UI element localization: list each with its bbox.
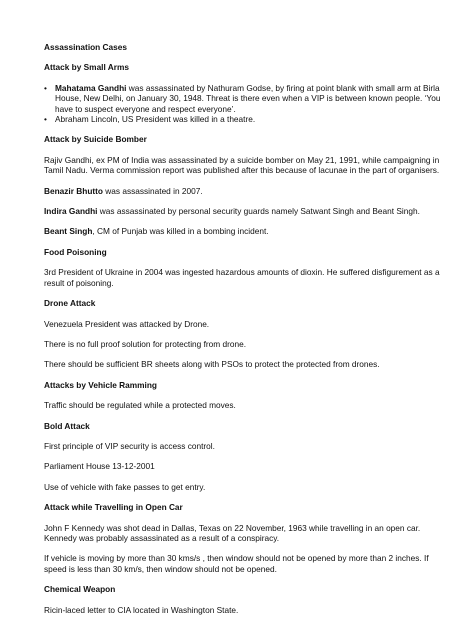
list-item-text: was assassinated by Nathuram Godse, by firing at point blank with small arm at Birla House, New Delhi, on January 30, 1948. Threat is there even when a VIP is between known people. ‘You have to suspect everyone and respect everyone’. bbox=[55, 82, 441, 114]
paragraph: Use of vehicle with fake passes to get entry. bbox=[44, 481, 206, 492]
paragraph: Rajiv Gandhi, ex PM of India was assassinated by a suicide bomber on May 21, 1991, while campaigning in Tamil Nadu. Verma commission report was published after this because of lacunae in the part of organisers. bbox=[44, 154, 440, 176]
heading-drone-attack: Drone Attack bbox=[44, 298, 96, 309]
paragraph bbox=[44, 206, 444, 216]
bullet-icon: • bbox=[44, 82, 47, 93]
list-item-text: Abraham Lincoln, US President was killed in a theatre. bbox=[55, 114, 256, 125]
heading-small-arms: Attack by Small Arms bbox=[44, 62, 129, 73]
paragraph-text: was assassinated in 2007. bbox=[103, 185, 203, 196]
person-name: Benazir Bhutto bbox=[44, 185, 103, 196]
person-name: Indira Gandhi bbox=[44, 206, 98, 217]
paragraph bbox=[44, 186, 444, 196]
document-page bbox=[44, 42, 444, 625]
heading-bold-attack: Bold Attack bbox=[44, 420, 90, 431]
paragraph: Venezuela President was attacked by Drone. bbox=[44, 318, 210, 329]
paragraph: First principle of VIP security is access control. bbox=[44, 440, 215, 451]
paragraph: John F Kennedy was shot dead in Dallas, Texas on 22 November, 1963 while travelling in an open car. Kennedy was probably assassinated as a result of a conspiracy. bbox=[44, 522, 421, 543]
paragraph-text: was assassinated by personal security guards namely Satwant Singh and Beant Singh. bbox=[97, 206, 420, 217]
paragraph: There should be sufficient BR sheets along with PSOs to protect the protected from drones. bbox=[44, 359, 380, 370]
paragraph-text: , CM of Punjab was killed in a bombing incident. bbox=[92, 226, 269, 237]
document-title: Assassination Cases bbox=[44, 42, 128, 52]
heading-open-car: Attack while Travelling in Open Car bbox=[44, 502, 183, 513]
list-item bbox=[44, 114, 444, 124]
paragraph: Parliament House 13-12-2001 bbox=[44, 461, 155, 472]
list-item bbox=[44, 83, 444, 114]
paragraph bbox=[44, 226, 444, 236]
person-name: Beant Singh bbox=[44, 226, 93, 237]
person-name: Mahatama Gandhi bbox=[55, 82, 127, 93]
small-arms-list bbox=[44, 83, 444, 125]
heading-suicide-bomber: Attack by Suicide Bomber bbox=[44, 134, 147, 145]
paragraph: Ricin-laced letter to CIA located in Washington State. bbox=[44, 604, 239, 615]
paragraph: There is no full proof solution for protecting from drone. bbox=[44, 338, 246, 349]
heading-chemical-weapon: Chemical Weapon bbox=[44, 584, 116, 595]
paragraph: 3rd President of Ukraine in 2004 was ingested hazardous amounts of dioxin. He suffered disfigurement as a result of poisoning. bbox=[44, 267, 440, 288]
bullet-icon: • bbox=[44, 114, 47, 125]
heading-vehicle-ramming: Attacks by Vehicle Ramming bbox=[44, 379, 157, 390]
paragraph: Traffic should be regulated while a protected moves. bbox=[44, 400, 236, 411]
paragraph: If vehicle is moving by more than 30 kms/s , then window should not be opened by more than 2 inches. If speed is less than 30 km/s, then window should not be opened. bbox=[44, 553, 429, 574]
heading-food-poisoning: Food Poisoning bbox=[44, 246, 107, 257]
